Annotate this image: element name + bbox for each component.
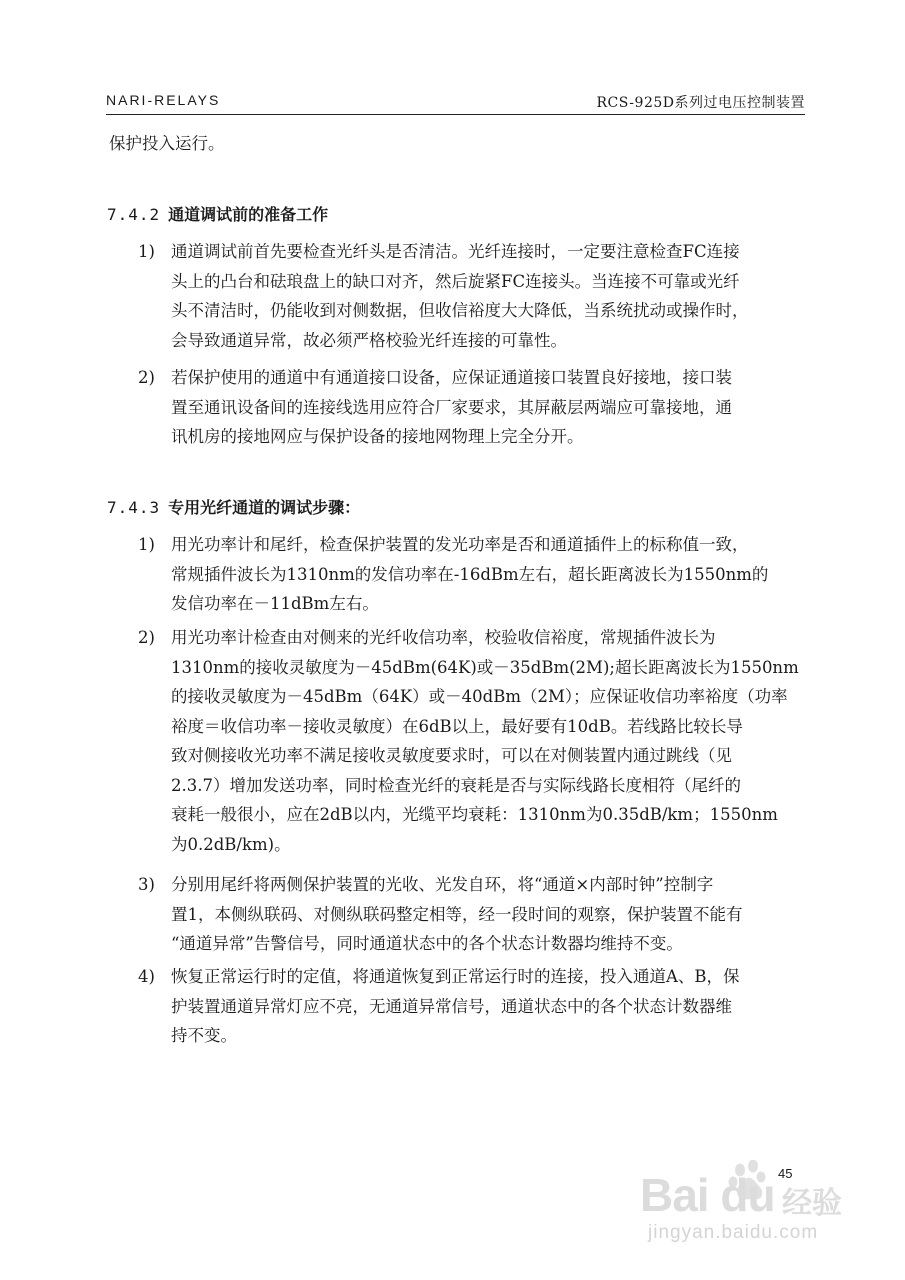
section-title: 通道调试前的准备工作 — [168, 205, 329, 224]
text-line: 发信功率在－11dBm左右。 — [171, 594, 379, 613]
header-rule — [106, 114, 805, 115]
text-line: 置1，本侧纵联码、对侧纵联码整定相等，经一段时间的观察，保护装置不能有 — [171, 904, 743, 924]
text-line: 恢复正常运行时的定值，将通道恢复到正常运行时的连接，投入通道A、B，保 — [171, 967, 740, 986]
text-line: 衰耗一般很小，应在2dB以内，光缆平均衰耗：1310nm为0.35dB/km；1550nm — [171, 805, 778, 824]
list-marker: 1) — [138, 242, 155, 261]
list-item — [138, 623, 818, 859]
text-line: 为0.2dB/km)。 — [171, 834, 291, 854]
text-line: 分别用尾纤将两侧保护装置的光收、光发自环，将“通道×内部时钟”控制字 — [171, 875, 714, 894]
section-title: 专用光纤通道的调试步骤： — [168, 498, 361, 517]
page-number: 45 — [778, 1166, 793, 1181]
list-marker: 2) — [138, 628, 155, 647]
text-line: 讯机房的接地网应与保护设备的接地网物理上完全分开。 — [171, 427, 584, 446]
text-line: 裕度＝收信功率－接收灵敏度）在6dB以上，最好要有10dB。若线路比较长导 — [171, 716, 743, 736]
list-item — [138, 530, 818, 619]
text-line: 用光功率计和尾纤，检查保护装置的发光功率是否和通道插件上的标称值一致， — [171, 535, 749, 554]
list-marker: 4) — [138, 967, 155, 986]
text-line: 会导致通道异常，故必须严格校验光纤连接的可靠性。 — [171, 330, 567, 350]
list-item — [138, 962, 818, 1051]
list-item — [138, 870, 818, 959]
header-product-title: RCS-925D系列过电压控制装置 — [596, 95, 805, 111]
watermark-brand: Bai du — [640, 1169, 775, 1221]
section-heading-742 — [107, 202, 328, 225]
list-item — [138, 237, 818, 355]
text-line: 致对侧接收光功率不满足接收灵敏度要求时，可以在对侧装置内通过跳线（见 — [171, 746, 732, 765]
text-line: 用光功率计检查由对侧来的光纤收信功率，校验收信裕度，常规插件波长为 — [171, 628, 716, 647]
text-line: 1310nm的接收灵敏度为－45dBm(64K)或－35dBm(2M);超长距离波长为1550nm — [171, 657, 799, 677]
watermark-url: jingyan.baidu.com — [648, 1222, 819, 1243]
text-line: “通道异常”告警信号，同时通道状态中的各个状态计数器均维持不变。 — [171, 934, 683, 953]
list-marker: 1) — [138, 535, 155, 554]
text-line: 护装置通道异常灯应不亮，无通道异常信号，通道状态中的各个状态计数器维 — [171, 996, 732, 1016]
text-line: 持不变。 — [171, 1026, 237, 1045]
text-line: 常规插件波长为1310nm的发信功率在-16dBm左右，超长距离波长为1550nm的 — [171, 564, 769, 584]
text-line: 置至通讯设备间的连接线选用应符合厂家要求，其屏蔽层两端应可靠接地，通 — [171, 397, 732, 417]
text-line: 若保护使用的通道中有通道接口设备，应保证通道接口装置良好接地，接口装 — [171, 368, 732, 387]
section-heading-743 — [107, 495, 360, 518]
header-company: NARI-RELAYS — [106, 92, 221, 108]
page-header — [106, 90, 805, 114]
intro-paragraph: 保护投入运行。 — [109, 134, 225, 153]
text-line: 的接收灵敏度为－45dBm（64K）或－40dBm（2M）；应保证收信功率裕度（功率 — [171, 687, 788, 706]
text-line: 头不清洁时，仍能收到对侧数据，但收信裕度大大降低，当系统扰动或操作时， — [171, 301, 749, 320]
text-line: 头上的凸台和砝琅盘上的缺口对齐，然后旋紧FC连接头。当连接不可靠或光纤 — [171, 271, 740, 291]
list-marker: 2) — [138, 368, 155, 387]
list-item — [138, 363, 818, 452]
watermark-label: 经验 — [782, 1186, 842, 1221]
section-number: 7.4.3 — [107, 498, 161, 517]
text-line: 2.3.7）增加发送功率，同时检查光纤的衰耗是否与实际线路长度相符（尾纤的 — [171, 775, 741, 795]
list-marker: 3) — [138, 875, 155, 894]
baidu-watermark — [640, 1160, 860, 1270]
section-number: 7.4.2 — [107, 205, 161, 224]
text-line: 通道调试前首先要检查光纤头是否清洁。光纤连接时，一定要注意检查FC连接 — [171, 242, 740, 261]
